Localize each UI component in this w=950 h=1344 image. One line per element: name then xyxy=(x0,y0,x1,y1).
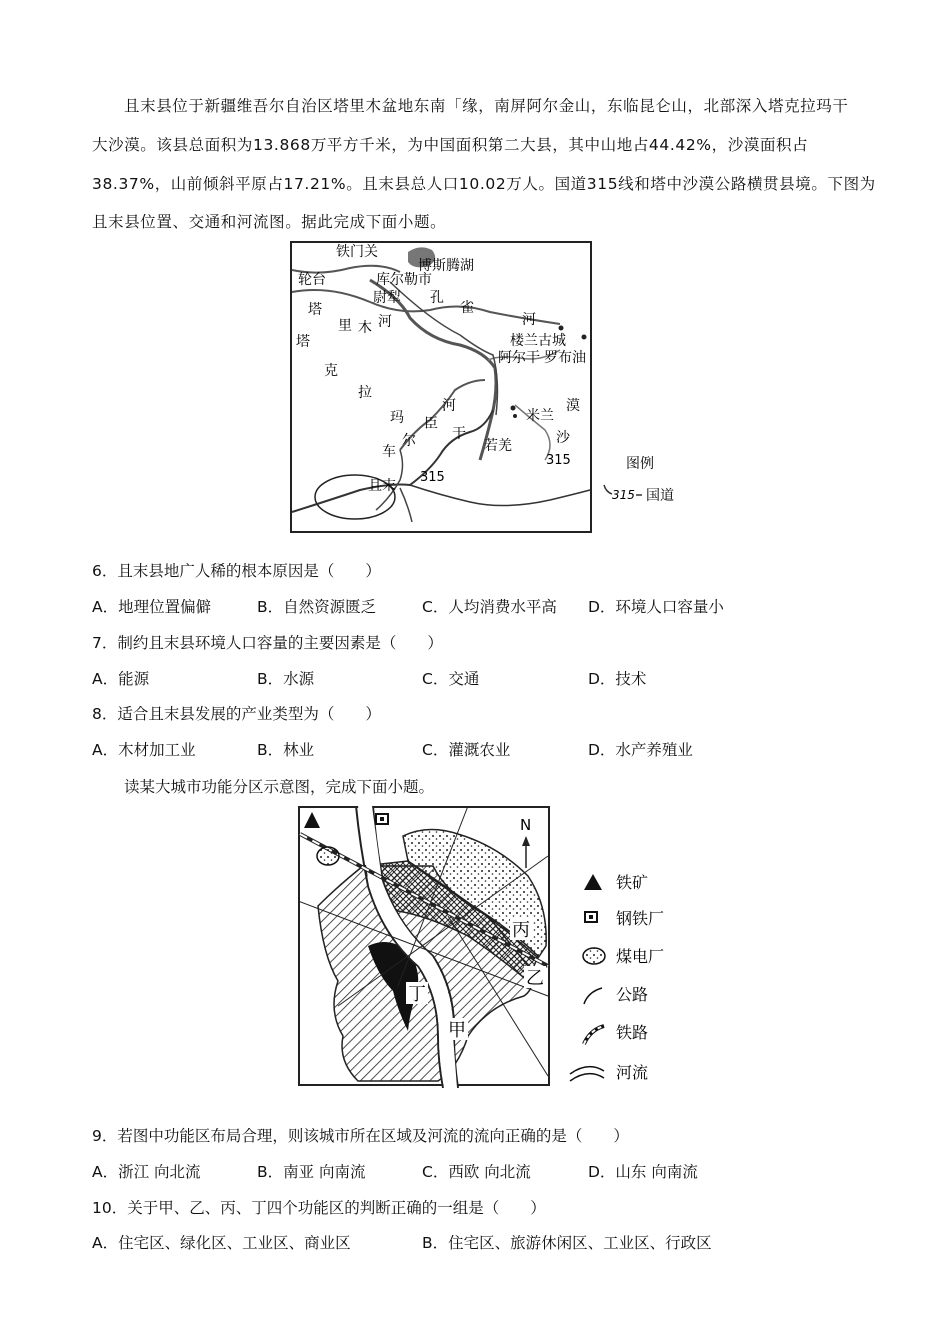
q8-option-b[interactable]: B．林业 xyxy=(257,741,315,759)
q8-option-d[interactable]: D．水产养殖业 xyxy=(588,741,693,759)
label-er: 尔 xyxy=(402,433,416,449)
city-zone-map xyxy=(298,806,678,1088)
intro-line-1: 且末县位于新疆维吾尔自治区塔里木盆地东南「缘，南屏阿尔金山，东临昆仑山，北部深入塔克拉玛干 xyxy=(124,97,849,115)
q10-stem: 10．关于甲、乙、丙、丁四个功能区的判断正确的一组是（ ） xyxy=(92,1199,546,1217)
label-ma: 玛 xyxy=(390,410,404,426)
q6-stem: 6．且末县地广人稀的根本原因是（ ） xyxy=(92,562,381,580)
label-mu: 木 xyxy=(358,320,372,336)
q9-option-a[interactable]: A．浙江 向北流 xyxy=(92,1163,201,1181)
intro-line-2: 大沙漠。该县总面积为13.868万平方千米，为中国面积第二大县，其中山地占44.42%，沙漠面积占 xyxy=(92,136,809,154)
label-la: 拉 xyxy=(358,385,372,401)
q7-option-d[interactable]: D．技术 xyxy=(588,670,647,688)
q7-stem: 7．制约且末县环境人口容量的主要因素是（ ） xyxy=(92,634,443,652)
coal-power-symbol xyxy=(317,847,339,865)
zone-bing-label: 丙 xyxy=(512,920,530,941)
intro-line-3: 38.37%，山前倾斜平原占17.21%。且末县总人口10.02万人。国道315线和塔中沙漠公路横贯县境。下图为 xyxy=(92,175,876,193)
q6-option-a[interactable]: A．地理位置偏僻 xyxy=(92,598,212,616)
label-sha: 沙 xyxy=(556,430,570,446)
legend-steel-plant: 钢铁厂 xyxy=(616,909,665,928)
q9-option-c[interactable]: C．西欧 向北流 xyxy=(422,1163,531,1181)
q7-option-c[interactable]: C．交通 xyxy=(422,670,480,688)
zone-ding-label: 丁 xyxy=(408,984,426,1005)
legend-iron-mine: 铁矿 xyxy=(616,873,649,892)
label-ju: 臣 xyxy=(424,416,438,432)
legend-river: 河流 xyxy=(616,1063,649,1082)
label-he3: 河 xyxy=(442,398,456,414)
label-bosten: 博斯腾湖 xyxy=(418,258,474,274)
q6-option-b[interactable]: B．自然资源匮乏 xyxy=(257,598,377,616)
zone-yi-label: 乙 xyxy=(526,968,544,989)
label-che: 车 xyxy=(382,444,396,460)
q8-option-c[interactable]: C．灌溉农业 xyxy=(422,741,511,759)
label-gan: 干 xyxy=(452,426,466,442)
label-he1: 河 xyxy=(522,312,536,328)
label-tiemenguan: 铁门关 xyxy=(336,244,378,260)
map-frame xyxy=(291,242,591,532)
label-korla: 库尔勒市 xyxy=(376,272,432,288)
label-qiemo: 且末 xyxy=(368,478,396,494)
label-que: 雀 xyxy=(460,300,474,316)
label-loulan: 楼兰古城 xyxy=(510,333,566,349)
legend-road: 公路 xyxy=(616,985,649,1004)
town-dot xyxy=(511,406,516,411)
label-315-west: 315 xyxy=(420,470,445,485)
label-kong: 孔 xyxy=(430,290,444,306)
qiemo-map xyxy=(290,240,690,535)
label-he2: 河 xyxy=(378,314,392,330)
intro-line-4: 且末县位置、交通和河流图。据此完成下面小题。 xyxy=(92,213,447,231)
label-mo: 漠 xyxy=(566,398,580,414)
north-label: N xyxy=(520,816,532,834)
label-ke: 克 xyxy=(324,363,338,379)
q6-option-d[interactable]: D．环境人口容量小 xyxy=(588,598,724,616)
legend-road-label: 国道 xyxy=(646,488,674,504)
town-dot xyxy=(559,326,564,331)
q8-option-a[interactable]: A．木材加工业 xyxy=(92,741,196,759)
q10-option-a[interactable]: A．住宅区、绿化区、工业区、商业区 xyxy=(92,1234,351,1252)
q7-option-b[interactable]: B．水源 xyxy=(257,670,315,688)
label-lopnur: 罗布油 xyxy=(544,350,586,366)
label-aergan: 阿尔干 xyxy=(498,350,540,366)
intro-2: 读某大城市功能分区示意图，完成下面小题。 xyxy=(124,778,435,796)
q7-option-a[interactable]: A．能源 xyxy=(92,670,150,688)
q9-option-b[interactable]: B．南亚 向南流 xyxy=(257,1163,366,1181)
town-dot xyxy=(513,414,517,418)
legend-title: 图例 xyxy=(626,456,654,472)
label-luntai: 轮台 xyxy=(298,272,326,288)
q10-option-b[interactable]: B．住宅区、旅游休闲区、工业区、行政区 xyxy=(422,1234,712,1252)
label-ta1: 塔 xyxy=(308,302,322,318)
town-dot xyxy=(582,335,587,340)
label-milan: 米兰 xyxy=(526,408,554,424)
legend-railway: 铁路 xyxy=(616,1023,649,1042)
label-ruoqiang: 若羌 xyxy=(484,438,512,454)
label-315-east: 315 xyxy=(546,453,571,468)
legend-road-number: 315 xyxy=(612,488,635,502)
q9-stem: 9．若图中功能区布局合理，则该城市所在区域及河流的流向正确的是（ ） xyxy=(92,1127,629,1145)
q9-option-d[interactable]: D．山东 向南流 xyxy=(588,1163,698,1181)
label-ta2: 塔 xyxy=(296,334,310,350)
zone-jia-label: 甲 xyxy=(448,1020,466,1041)
q6-option-c[interactable]: C．人均消费水平高 xyxy=(422,598,557,616)
q8-stem: 8．适合且末县发展的产业类型为（ ） xyxy=(92,705,381,723)
legend-coal-power: 煤电厂 xyxy=(616,947,665,966)
label-yuli: 尉犁 xyxy=(373,290,401,306)
label-li: 里 xyxy=(338,318,352,334)
